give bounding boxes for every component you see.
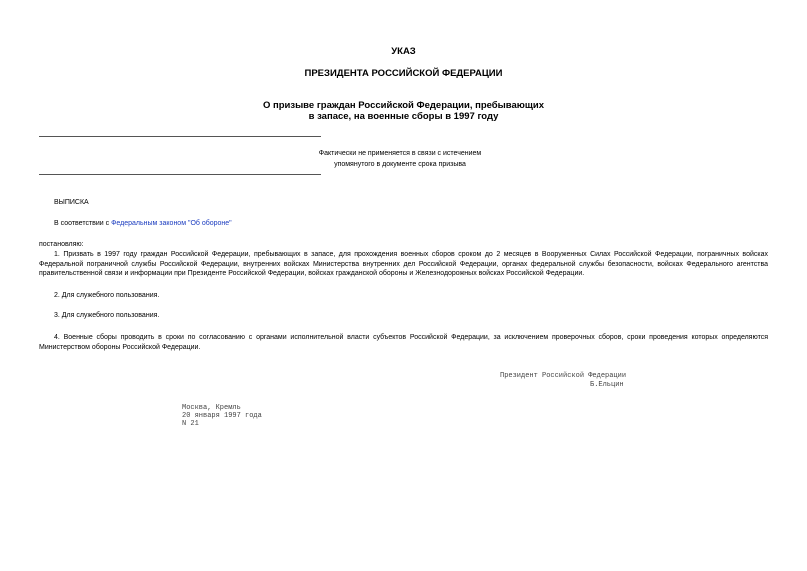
decree-title: УКАЗ: [391, 46, 416, 57]
resolved-label: постановляю:: [39, 241, 84, 248]
paragraph-4: 4. Военные сборы проводить в сроки по согласованию с органами исполнительной власти субъектов Российской Федерации, за исключением проверочных сборов, сроки проведения которых определяются Министерством обороны Российской Федерации.: [39, 334, 768, 351]
paragraph-3: 3. Для служебного пользования.: [54, 312, 160, 319]
decree-number: N 21: [182, 420, 199, 428]
signatory-name: Б.Ельцин: [590, 381, 624, 389]
defense-law-link[interactable]: Федеральным законом "Об обороне": [111, 220, 232, 227]
signatory-role: Президент Российской Федерации: [500, 372, 627, 380]
issuer-title: ПРЕЗИДЕНТА РОССИЙСКОЙ ФЕДЕРАЦИИ: [304, 68, 503, 79]
subject-title-line-2: в запасе, на военные сборы в 1997 году: [308, 111, 499, 122]
status-note-line-1: Фактически не применяется в связи с истечением: [318, 150, 482, 157]
signing-place: Москва, Кремль: [182, 404, 241, 412]
preamble-line: [54, 219, 232, 229]
extract-label: ВЫПИСКА: [54, 199, 89, 206]
preamble-text: В соответствии с: [54, 220, 112, 227]
status-note-line-2: упомянутого в документе срока призыва: [334, 161, 466, 168]
note-divider-bottom: [39, 174, 321, 175]
note-divider-top: [39, 136, 321, 137]
signing-date: 20 января 1997 года: [182, 412, 262, 420]
paragraph-2: 2. Для служебного пользования.: [54, 292, 160, 299]
subject-title-line-1: О призыве граждан Российской Федерации, пребывающих: [262, 100, 545, 111]
paragraph-1: 1. Призвать в 1997 году граждан Российской Федерации, пребывающих в запасе, для прохождения военных сборов сроком до 2 месяцев в Вооруженных Силах Российской Федерации, пограничных войсках Федеральной пограничной службы Российской Федерации, внутренних войсках Министерства внутренних дел Российской Федерации, органах федеральной службы безопасности, войсках Федерального агентства правительственной связи и информации при Президенте Российской Федерации, войсках гражданской обороны и Железнодорожных войсках Российской Федерации.: [39, 251, 768, 277]
